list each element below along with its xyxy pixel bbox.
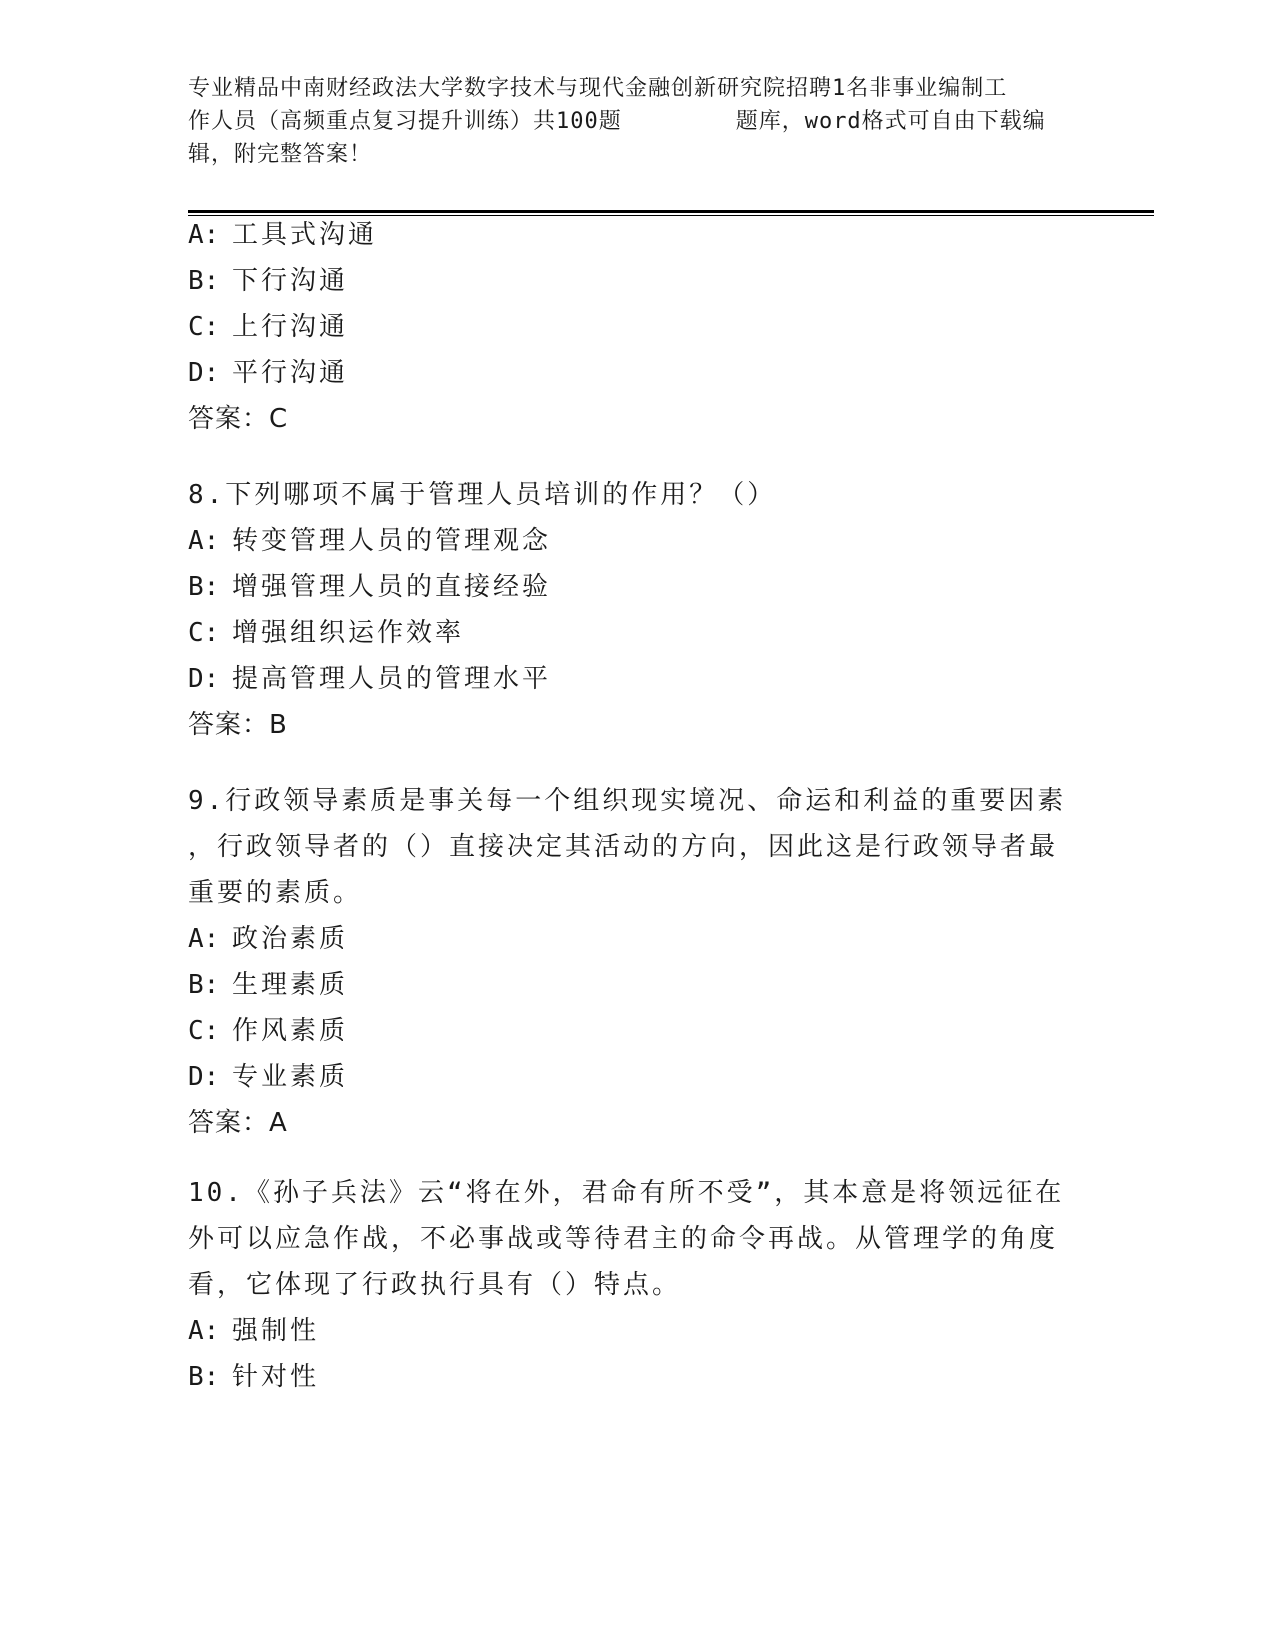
option-a — [188, 1308, 1088, 1354]
question-text — [188, 778, 1088, 916]
option-label: A: — [188, 220, 220, 250]
question-text — [188, 1170, 1088, 1308]
option-label: D: — [188, 664, 220, 694]
question-line: 10.《孙子兵法》云“将在外，君命有所不受”，其本意是将领远征在 — [188, 1178, 1065, 1208]
option-text: 下行沟通 — [232, 266, 349, 296]
option-text: 生理素质 — [232, 970, 349, 1000]
question-text — [188, 472, 1088, 518]
option-text: 专业素质 — [232, 1062, 349, 1092]
header-line-1: 专业精品中南财经政法大学数字技术与现代金融创新研究院招聘1名非事业编制工 — [188, 76, 1008, 101]
option-c — [188, 1008, 1088, 1054]
question-line: 重要的素质。 — [188, 878, 363, 908]
option-d — [188, 350, 1088, 396]
question-9-block — [188, 778, 1088, 1146]
header-line-3: 辑，附完整答案！ — [188, 142, 373, 167]
option-label: B: — [188, 266, 220, 296]
question-7-block — [188, 212, 1088, 442]
option-label: C: — [188, 618, 220, 648]
option-a — [188, 518, 1088, 564]
question-line: 看，它体现了行政执行具有（）特点。 — [188, 1270, 682, 1300]
option-c — [188, 304, 1088, 350]
option-b — [188, 1354, 1088, 1400]
option-text: 上行沟通 — [232, 312, 349, 342]
option-label: A: — [188, 526, 220, 556]
option-label: B: — [188, 970, 220, 1000]
question-8-block — [188, 472, 1088, 748]
option-text: 针对性 — [232, 1362, 320, 1392]
answer-line: 答案：A — [188, 1108, 288, 1138]
option-b — [188, 564, 1088, 610]
option-text: 强制性 — [232, 1316, 320, 1346]
option-a — [188, 916, 1088, 962]
option-b — [188, 962, 1088, 1008]
option-text: 转变管理人员的管理观念 — [232, 526, 552, 556]
document-header — [188, 72, 1088, 171]
option-b — [188, 258, 1088, 304]
question-line: ，行政领导者的（）直接决定其活动的方向，因此这是行政领导者最 — [188, 832, 1059, 862]
option-label: A: — [188, 1316, 220, 1346]
option-d — [188, 1054, 1088, 1100]
option-c — [188, 610, 1088, 656]
option-label: C: — [188, 312, 220, 342]
option-text: 平行沟通 — [232, 358, 349, 388]
header-line-2: 作人员（高频重点复习提升训练）共100题 题库，word格式可自由下载编 — [188, 109, 1046, 134]
option-text: 增强管理人员的直接经验 — [232, 572, 552, 602]
question-10-block — [188, 1170, 1088, 1400]
option-a — [188, 212, 1088, 258]
option-d — [188, 656, 1088, 702]
option-text: 工具式沟通 — [232, 220, 378, 250]
option-label: B: — [188, 572, 220, 602]
option-label: B: — [188, 1362, 220, 1392]
option-label: D: — [188, 1062, 220, 1092]
option-text: 作风素质 — [232, 1016, 349, 1046]
answer-line: 答案：B — [188, 710, 288, 740]
option-text: 增强组织运作效率 — [232, 618, 465, 648]
option-label: C: — [188, 1016, 220, 1046]
option-label: D: — [188, 358, 220, 388]
option-label: A: — [188, 924, 220, 954]
answer-line: 答案：C — [188, 404, 289, 434]
option-text: 提高管理人员的管理水平 — [232, 664, 552, 694]
question-line: 外可以应急作战，不必事战或等待君主的命令再战。从管理学的角度 — [188, 1224, 1059, 1254]
question-line: 8.下列哪项不属于管理人员培训的作用？（） — [188, 480, 777, 510]
option-text: 政治素质 — [232, 924, 349, 954]
question-line: 9.行政领导素质是事关每一个组织现实境况、命运和利益的重要因素 — [188, 786, 1067, 816]
